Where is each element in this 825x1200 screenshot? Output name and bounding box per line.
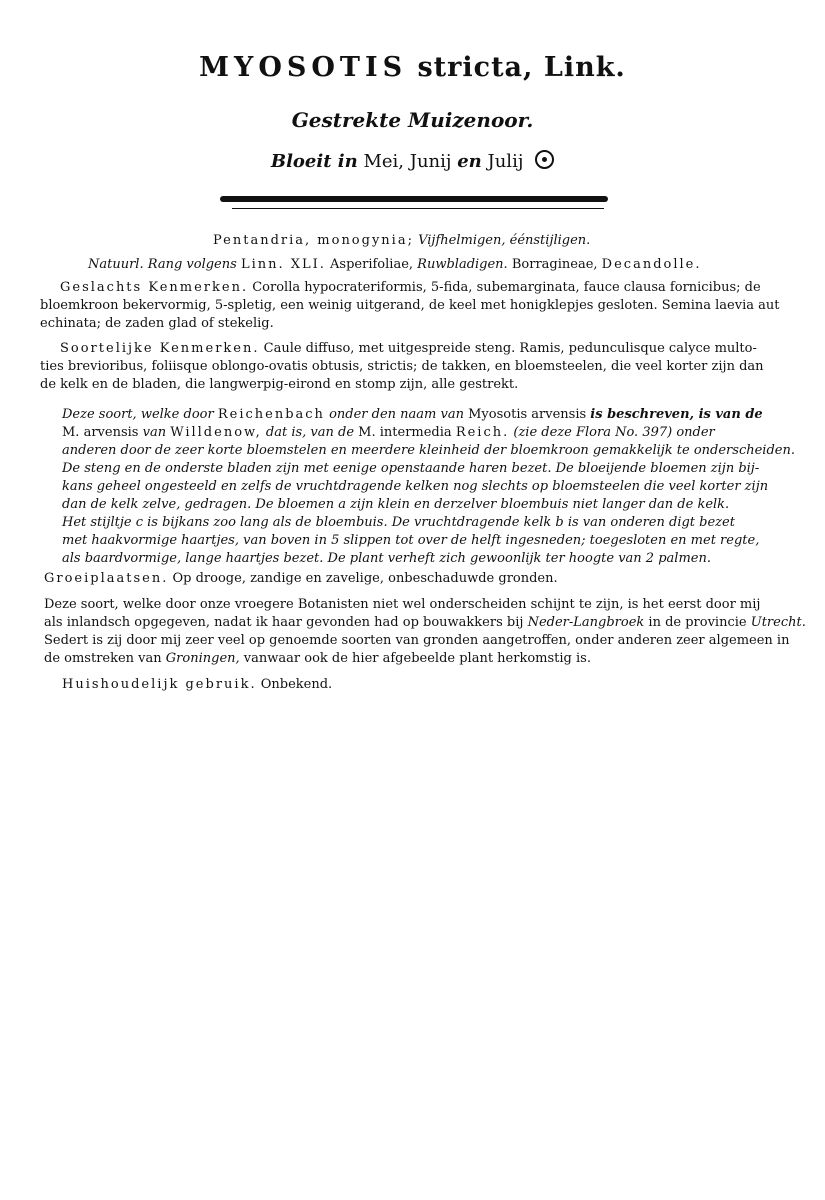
description-line-8: met haakvormige haartjes, van boven in 5 slippen tot over de helft ingesneden; toegesloten en met regte, <box>62 533 760 548</box>
classification-asperifoliae: Asperifoliae, <box>330 257 414 272</box>
distribution-l2-province: Utrecht. <box>750 615 806 630</box>
description-line-7: Het stijltje c is bijkans zoo lang als de bloembuis. De vruchtdragende kelk b is van onderen digt bezet <box>62 515 735 530</box>
page-title <box>0 52 825 83</box>
species-name: stricta, Link. <box>417 52 626 83</box>
description-l2-author2: Reich. <box>455 425 510 440</box>
bloei-months-a: Mei, Junij <box>363 151 452 172</box>
bloei-prefix: Bloeit in <box>270 151 358 172</box>
distribution-l4-a: de omstreken van <box>44 651 162 666</box>
classification-line-1 <box>213 232 590 250</box>
description-line-5: kans geheel ongesteeld en zelfs de vruchtdragende kelken nog slechts op bloemsteelen die veel korter zijn <box>62 479 769 494</box>
distribution-line-1: Deze soort, welke door onze vroegere Botanisten niet wel onderscheiden schijnt te zijn, is het eerst door mij <box>44 597 761 612</box>
title-rule-thin <box>232 208 604 209</box>
soortelijke-text-1: Caule diffuso, met uitgespreide steng. Ramis, pedunculisque calyce multo- <box>263 341 757 356</box>
description-l2-d: dat is, van de <box>265 425 355 440</box>
description-l1-author: Reichenbach <box>217 407 325 422</box>
description-l2-taxon: M. arvensis <box>62 425 139 440</box>
classification-ruwbladigen: Ruwbladigen. <box>417 257 508 272</box>
huishoudelijk-text: Onbekend. <box>260 677 333 692</box>
distribution-line-2 <box>44 614 806 632</box>
soortelijke-label: Soortelijke Kenmerken. <box>60 341 260 356</box>
bloei-conj: en <box>457 151 482 172</box>
bloei-months-b: Julij <box>487 151 524 172</box>
soortelijke-line-1 <box>60 340 757 358</box>
classification-pentandria: Pentandria, monogynia; <box>213 233 414 248</box>
classification-rang: Natuurl. Rang volgens <box>88 257 237 272</box>
distribution-l4-place: Groningen, <box>165 651 240 666</box>
geslachts-line-3: echinata; de zaden glad of stekelig. <box>40 316 274 331</box>
dutch-name: Gestrekte Muizenoor. <box>291 108 534 132</box>
description-l2-author: Willdenow, <box>170 425 262 440</box>
description-l1-taxon: Myosotis arvensis <box>468 407 587 422</box>
description-line-3: anderen door de zeer korte bloemstelen en meerdere kleinheid der bloemkroon gemakkelijk te onderscheiden. <box>62 443 795 458</box>
distribution-l2-a: als inlandsch opgegeven, nadat ik haar gevonden had op bouwakkers bij <box>44 615 524 630</box>
genus-name: MYOSOTIS <box>199 52 408 83</box>
groeiplaatsen-label: Groeiplaatsen. <box>44 571 169 586</box>
description-l1-a: Deze soort, welke door <box>62 407 214 422</box>
description-line-1 <box>62 406 763 424</box>
geslachts-line-1 <box>60 279 761 297</box>
annual-symbol-icon <box>535 150 554 169</box>
classification-pentandria-nl: Vijfhelmigen, éénstijligen. <box>418 233 591 248</box>
classification-decandolle: Decandolle. <box>601 257 702 272</box>
classification-line-2 <box>88 256 701 274</box>
description-line-9: als baardvormige, lange haartjes bezet. De plant verheft zich gewoonlijk ter hoogte van 2 palmen. <box>62 551 711 566</box>
soortelijke-line-3: de kelk en de bladen, die langwerpig-eirond en stomp zijn, alle gestrekt. <box>40 377 519 392</box>
distribution-l4-b: vanwaar ook de hier afgebeelde plant herkomstig is. <box>243 651 591 666</box>
description-line-4: De steng en de onderste bladen zijn met eenige openstaande haren bezet. De bloeijende bloemen zijn bij- <box>62 461 760 476</box>
description-line-6: dan de kelk zelve, gedragen. De bloemen a zijn klein en derzelver bloembuis niet langer dan de kelk. <box>62 497 730 512</box>
description-l1-e: is beschreven, is van de <box>590 407 763 422</box>
huishoudelijk-label: Huishoudelijk gebruik. <box>62 677 257 692</box>
distribution-l2-b: in de provincie <box>648 615 747 630</box>
description-line-2 <box>62 424 715 442</box>
geslachts-text-1: Corolla hypocrateriformis, 5-fida, subemarginata, fauce clausa fornicibus; de <box>252 280 761 295</box>
distribution-l2-place: Neder-Langbroek <box>527 615 645 630</box>
title-rule-thick <box>220 196 608 202</box>
geslachts-label: Geslachts Kenmerken. <box>60 280 249 295</box>
description-l2-taxon2: M. intermedia <box>358 425 452 440</box>
groeiplaatsen-line <box>44 570 558 588</box>
distribution-line-3: Sedert is zij door mij zeer veel op genoemde soorten van gronden aangetroffen, onder anderen zeer algemeen in <box>44 633 790 648</box>
groeiplaatsen-text: Op drooge, zandige en zavelige, onbeschaduwde gronden. <box>172 571 558 586</box>
classification-boragineae: Borragineae, <box>511 257 598 272</box>
description-l2-g: (zie deze Flora No. 397) onder <box>513 425 715 440</box>
soortelijke-line-2: ties brevioribus, foliisque oblongo-ovatis obtusis, strictis; de takken, en bloemsteelen, die veel korter zijn dan <box>40 359 764 374</box>
geslachts-line-2: bloemkroon bekervormig, 5-spletig, een weinig uitgerand, de keel met honigklepjes gesloten. Semina laevia aut <box>40 298 780 313</box>
huishoudelijk-line <box>62 676 332 694</box>
description-l2-b: van <box>142 425 167 440</box>
flowering-period <box>0 150 825 172</box>
classification-linn: Linn. XLI. <box>240 257 326 272</box>
distribution-line-4 <box>44 650 591 668</box>
description-l1-c: onder den naam van <box>329 407 464 422</box>
